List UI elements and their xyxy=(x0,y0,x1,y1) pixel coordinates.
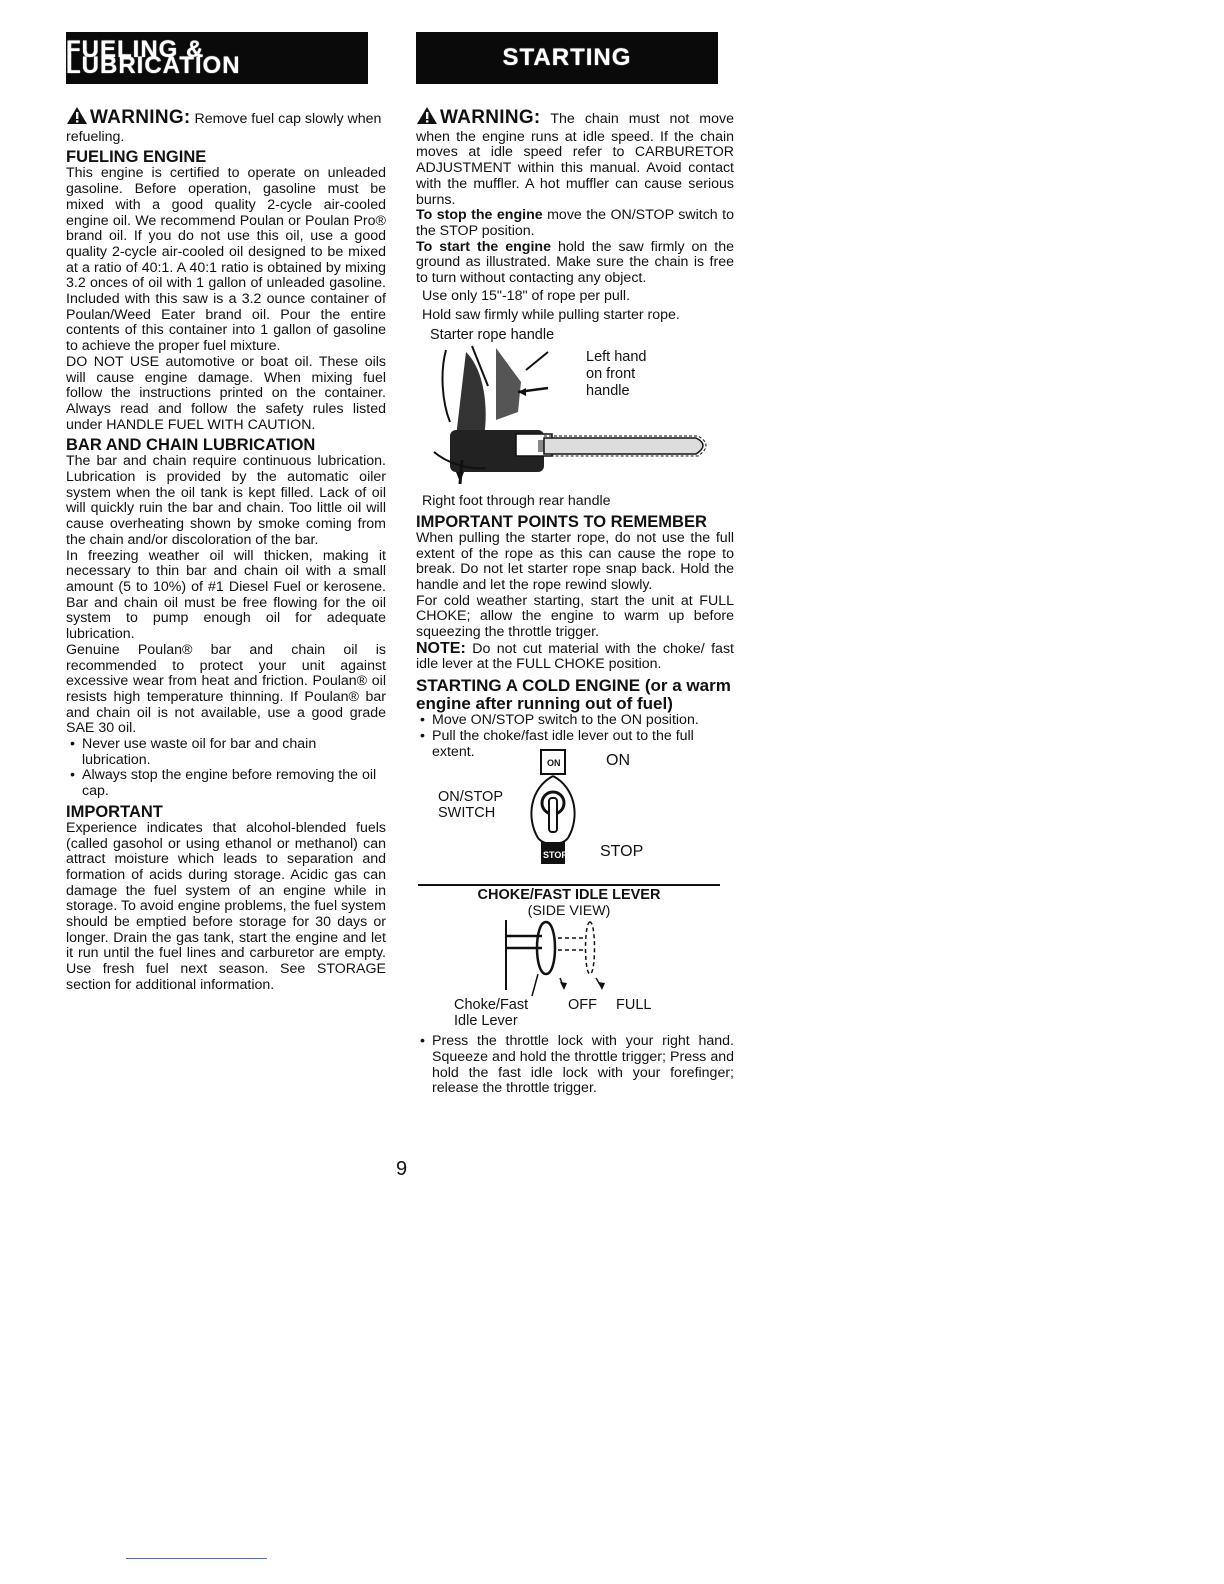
fuel-cap-warning xyxy=(66,106,386,145)
switch-stop-tag: STOP xyxy=(543,850,568,861)
on-stop-switch-figure xyxy=(416,752,734,884)
choke-subtitle: (SIDE VIEW) xyxy=(527,903,611,920)
list-item: • Never use waste oil for bar and chain lubrication. xyxy=(66,737,386,768)
warning-text: The chain must not move when the engine runs at idle speed. If the chain moves at idle speed refer to CARBURETOR ADJUSTMENT within this manual. Avoid contact with the muffler. A hot muffler can cause serious burns. xyxy=(416,111,734,208)
warning-label: WARNING: xyxy=(90,107,191,128)
warning-text: Remove fuel cap slowly when refueling. xyxy=(66,111,382,145)
footer-link-line xyxy=(126,1558,267,1559)
bar-chain-heading: BAR AND CHAIN LUBRICATION xyxy=(66,436,316,455)
important-points-heading: IMPORTANT POINTS TO REMEMBER xyxy=(416,512,707,531)
cold-engine-heading: STARTING A COLD ENGINE (or a warm engine after running out of fuel) xyxy=(416,676,731,714)
start-engine-label: To start the engine xyxy=(416,238,551,255)
note-label: NOTE: xyxy=(416,639,466,657)
note-text: Do not cut material with the choke/ fast idle lever at the FULL CHOKE position. xyxy=(416,640,734,673)
switch-label-2: SWITCH xyxy=(438,805,496,822)
left-hand-caption-3: handle xyxy=(586,383,630,400)
chainsaw-illustration xyxy=(426,342,726,492)
fueling-paragraph-1: This engine is certified to operate on unleaded gasoline. Before operation, gasoline must be mixed with a good quality 2-cycle air-cooled engine oil. We recommend Poulan or Poulan Pro® brand oil. If you do not use this oil, use a good quality 2-cycle air-cooled oil designed to be mixed at a ratio of 40:1. A 40:1 ratio is obtained by mixing 3.2 onces of oil with 1 gallon of unleaded gasoline. Included with this saw is a 3.2 ounce container of Poulan/Weed Eater brand oil. Pour the entire contents of this container into 1 gallon of gasoline to achieve the proper fuel mixture. xyxy=(66,165,386,355)
fueling-paragraph-2: DO NOT USE automotive or boat oil. These oils will cause engine damage. When mixing fuel follow the instructions printed on the container. Always read and follow the safety rules listed under HANDLE FUEL WITH CAUTION. xyxy=(66,353,386,433)
choke-lever-caption-1: Choke/Fast xyxy=(454,997,529,1014)
left-hand-caption-1: Left hand xyxy=(586,349,647,366)
points-paragraph-1: When pulling the starter rope, do not use the full extent of the rope as this can cause the rope to break. Do not let starter rope snap back. Hold the handle and let the rope rewind slowly. xyxy=(416,529,734,593)
choke-lever-figure xyxy=(416,886,734,1030)
points-paragraph-2: For cold weather starting, start the unit at FULL CHOKE; allow the engine to warm up before squeezing the throttle trigger. xyxy=(416,592,734,641)
note-paragraph xyxy=(416,641,734,673)
choke-lever-diagram xyxy=(496,916,656,1006)
switch-on-tag: ON xyxy=(547,758,561,769)
right-foot-caption: Right foot through rear handle xyxy=(422,493,611,510)
fueling-engine-heading: FUELING ENGINE xyxy=(66,148,207,167)
fueling-lubrication-column xyxy=(66,32,386,994)
left-hand-caption-2: on front xyxy=(586,366,636,383)
throttle-bullets xyxy=(416,1034,734,1097)
warning-triangle-icon xyxy=(416,106,438,130)
stop-engine-paragraph xyxy=(416,208,734,239)
stop-engine-text: move the ON/STOP switch to the STOP position. xyxy=(416,207,734,239)
start-engine-text: hold the saw firmly on the ground as illustrated. Make sure the chain is free to turn without contacting any object. xyxy=(416,238,734,287)
warning-label: WARNING: xyxy=(440,107,541,128)
start-engine-paragraph xyxy=(416,240,734,287)
starter-rope-caption: Starter rope handle xyxy=(430,327,555,344)
page-number: 9 xyxy=(396,1158,408,1180)
switch-label-1: ON/STOP xyxy=(438,789,503,806)
bar-paragraph-2: In freezing weather oil will thicken, making it necessary to thin bar and chain oil with a small amount (5 to 10%) of #1 Diesel Fuel or kerosene. Bar and chain oil must be free flowing for the oil system to pump enough oil for adequate lubrication. xyxy=(66,547,386,643)
switch-on-caption: ON xyxy=(606,752,630,770)
list-item: • Press the throttle lock with your right hand. Squeeze and hold the throttle trigger; Press and hold the fast idle lock with your forefinger; release the throttle trigger. xyxy=(416,1034,734,1097)
choke-title: CHOKE/FAST IDLE LEVER xyxy=(477,887,661,904)
starting-banner: STARTING xyxy=(416,32,718,84)
starting-position-figure xyxy=(416,328,734,494)
list-item: • Always stop the engine before removing the oil cap. xyxy=(66,768,386,799)
rope-length-line: Use only 15"-18" of rope per pull. xyxy=(422,287,631,304)
hold-saw-line: Hold saw firmly while pulling starter rope. xyxy=(422,307,680,324)
bar-paragraph-1: The bar and chain require continuous lubrication. Lubrication is provided by the automatic oiler system when the oil tank is kept filled. Lack of oil will quickly ruin the bar and chain. Too little oil will cause overheating shown by smoke coming from the chain and/or discoloration of the bar. xyxy=(66,453,386,548)
list-item: • Pull the choke/fast idle lever out to the full extent. xyxy=(416,729,734,760)
important-heading: IMPORTANT xyxy=(66,802,163,821)
chain-warning xyxy=(416,106,734,208)
bar-bullet-list xyxy=(66,737,386,800)
bar-paragraph-3: Genuine Poulan® bar and chain oil is recommended to protect your unit against excessive wear from heat and friction. Poulan® oil resists high temperature thinning. If Poulan® bar and chain oil is not available, use a good grade SAE 30 oil. xyxy=(66,641,386,737)
fueling-banner: FUELING & LUBRICATION xyxy=(66,32,368,84)
choke-lever-caption-2: Idle Lever xyxy=(454,1013,518,1030)
warning-triangle-icon xyxy=(66,106,88,130)
choke-off-caption: OFF xyxy=(568,997,597,1014)
stop-engine-label: To stop the engine xyxy=(416,207,543,224)
list-item: • Move ON/STOP switch to the ON position. xyxy=(416,713,734,729)
starting-column xyxy=(416,32,734,1097)
choke-full-caption: FULL xyxy=(616,997,652,1014)
important-paragraph: Experience indicates that alcohol-blended fuels (called gasohol or using ethanol or methanol) can attract moisture which leads to separation and formation of acids during storage. Acidic gas can damage the fuel system of an engine while in storage. To avoid engine problems, the fuel system should be emptied before storage for 30 days or longer. Drain the gas tank, start the engine and let it run until the fuel lines and carburetor are empty. Use fresh fuel next season. See STORAGE section for additional information. xyxy=(66,819,386,993)
switch-stop-caption: STOP xyxy=(600,843,644,861)
